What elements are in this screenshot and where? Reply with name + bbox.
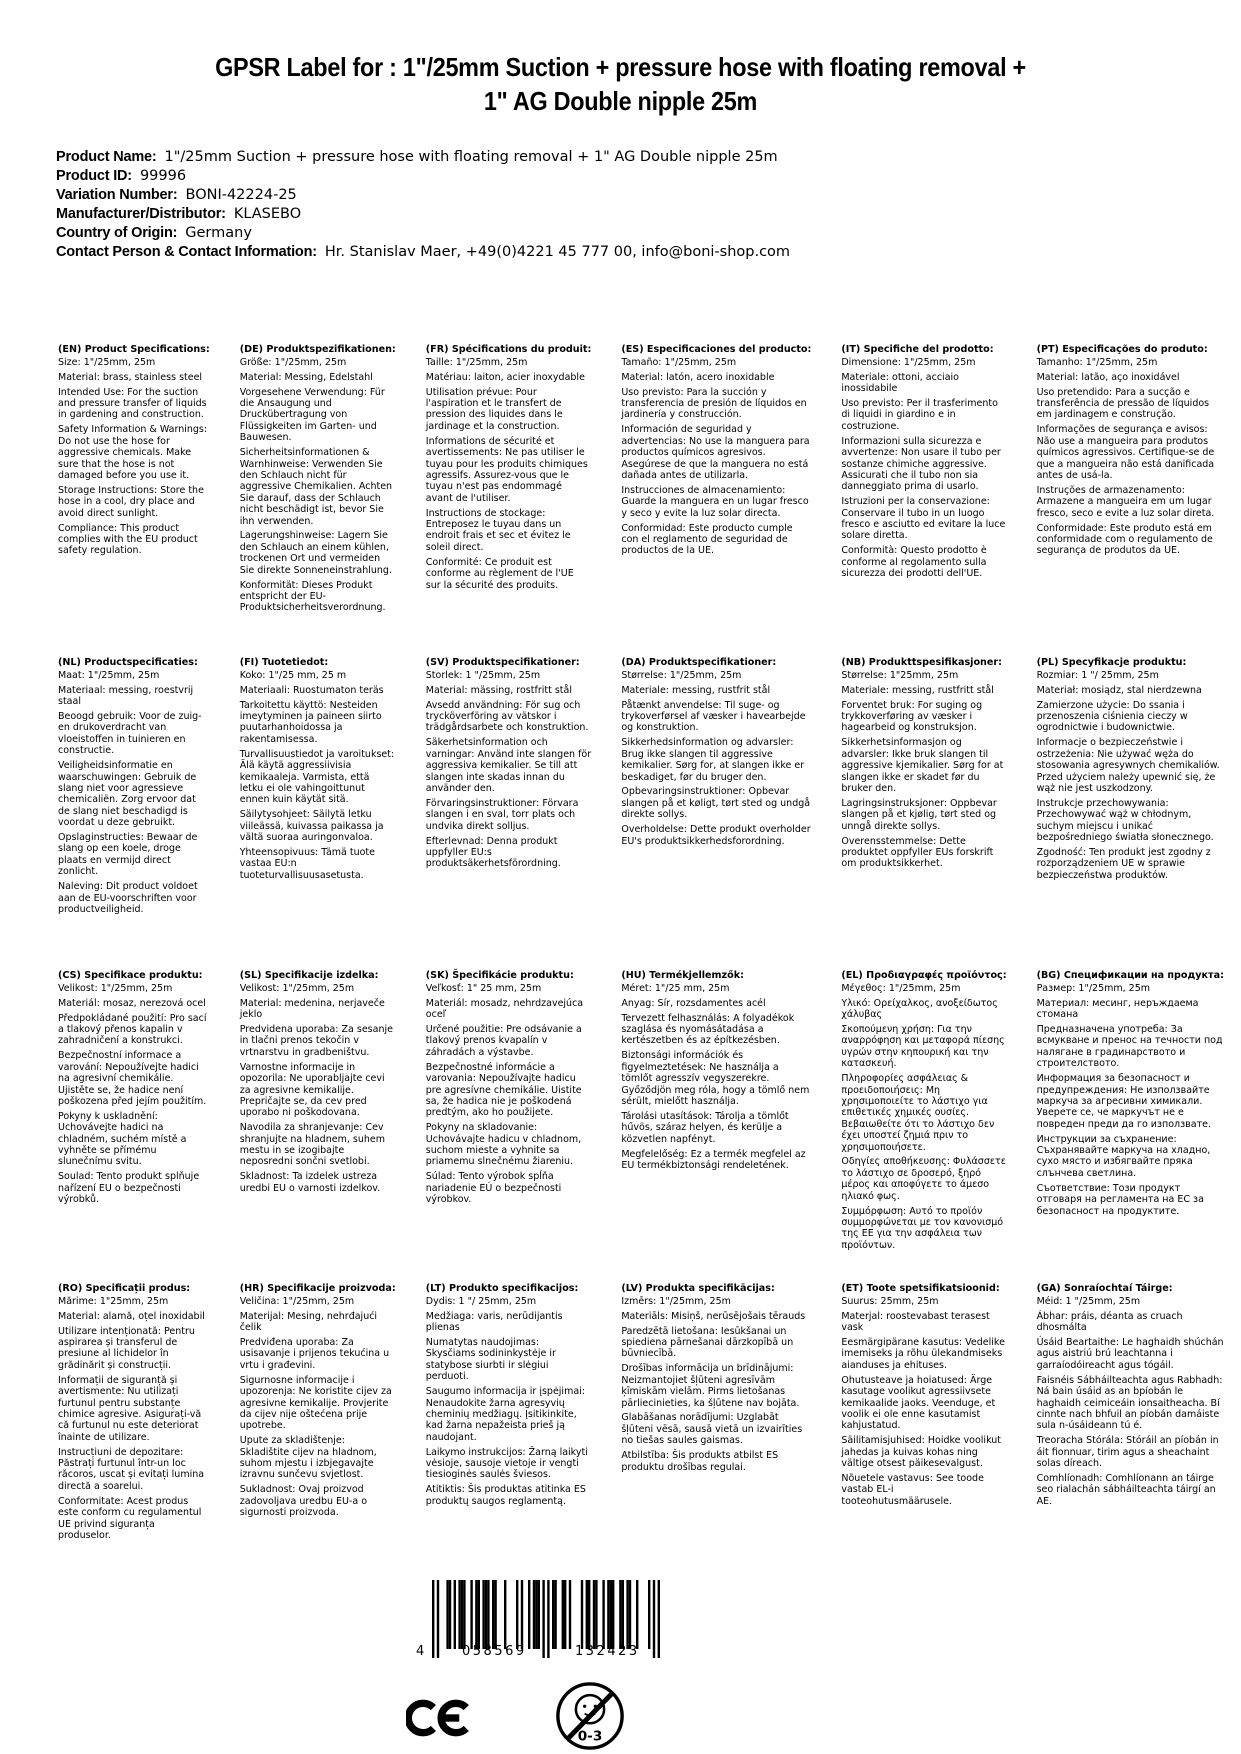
spec-paragraph: Material: medenina, nerjaveče jeklo	[239, 997, 385, 1021]
product-field-value: BONI-42224-25	[185, 187, 297, 203]
language-block-sv	[426, 655, 592, 968]
language-block-es	[621, 342, 811, 655]
spec-paragraph: Zamierzone użycie: Do ssania i przenoszenia ciśnienia cieczy w ogrodnictwie i budownictwie.	[1036, 699, 1188, 734]
spec-paragraph: Materiál: mosaz, nerezová ocel	[58, 997, 206, 1009]
spec-paragraph: Opbevaringsinstruktioner: Opbevar slangen på et køligt, tørt sted og undgå direkte sollys.	[621, 786, 811, 821]
product-field-row	[56, 186, 1211, 205]
spec-paragraph: Súlad: Tento výrobok spĺňa nariadenie EÚ o bezpečnosti výrobkov.	[425, 1171, 562, 1206]
spec-paragraph: Materiál: mosadz, nehrdzavejúca oceľ	[425, 997, 584, 1021]
spec-paragraph: Instrukcje przechowywania: Przechowywać wąż w chłodnym, suchym miejscu i unikać bezpośredniego światła słonecznego.	[1036, 797, 1214, 844]
language-block-cs	[58, 968, 210, 1281]
spec-paragraph: Materiaal: messing, roestvrij staal	[58, 684, 194, 708]
product-field-label: Manufacturer/Distributor:	[56, 206, 226, 222]
language-heading: (ES) Especificaciones del producto:	[621, 344, 812, 355]
spec-paragraph: Säilytysohjeet: Säilytä letku viileässä, kuivassa paikassa ja vältä suoraa auringonvaloa.	[239, 809, 384, 844]
language-heading: (DE) Produktspezifikationen:	[239, 344, 396, 355]
spec-paragraph: Sikkerhetsinformasjon og advarsler: Ikke bruk slangen til aggressive kjemikalier. Sørg for at slangen ikke er skadet før du bruker den.	[841, 737, 1004, 794]
language-heading: (NL) Productspecificaties:	[58, 657, 198, 668]
spec-paragraph: Intended Use: For the suction and pressure transfer of liquids in gardening and construction.	[58, 386, 207, 421]
spec-paragraph: Méret: 1"/25 mm, 25m	[621, 982, 730, 994]
language-block-sl	[240, 968, 396, 1281]
spec-paragraph: Pokyny na skladovanie: Uchovávajte hadicu v chladnom, suchom mieste a vyhnite sa priamemu slnečnému žiareniu.	[425, 1122, 582, 1168]
spec-paragraph: Opslaginstructies: Bewaar de slang op een koele, droge plaats en vermijd direct zonlicht.	[58, 832, 198, 878]
language-block-lv	[621, 1281, 811, 1594]
spec-paragraph: Medžiaga: varis, nerūdijantis plienas	[425, 1310, 563, 1334]
spec-paragraph: Påtænkt anvendelse: Til suge- og trykoverførsel af væsker i havearbejde og konstruktion.	[621, 699, 806, 734]
spec-paragraph: Sukladnost: Ovaj proizvod zadovoljava uredbu EU-a o sigurnosti proizvoda.	[239, 1484, 368, 1519]
language-block-hr	[240, 1281, 396, 1594]
language-heading: (IT) Specifiche del prodotto:	[841, 344, 994, 355]
language-block-en	[58, 342, 210, 655]
spec-paragraph: Mărime: 1"25mm, 25m	[58, 1295, 169, 1307]
language-heading: (BG) Спецификации на продукта:	[1036, 970, 1224, 981]
spec-paragraph: Material: Messing, Edelstahl	[239, 371, 373, 383]
spec-paragraph: Υλικό: Ορείχαλκος, ανοξείδωτος χάλυβας	[841, 997, 998, 1021]
barcode-right-group: 132423	[575, 1644, 640, 1659]
spec-paragraph: Vorgesehene Verwendung: Für die Ansaugung und Druckübertragung von Flüssigkeiten im Garten- und Bauwesen.	[239, 386, 385, 444]
product-field-value: 1"/25mm Suction + pressure hose with floating removal + 1" AG Double nipple 25m	[164, 149, 778, 165]
spec-paragraph: Sikkerhedsinformation og advarsler: Brug ikke slangen til aggressive kemikalier. Sørg for, at slangen ikke er beskadiget, før du bruger den.	[621, 737, 805, 783]
language-heading: (HR) Specifikacije proizvoda:	[239, 1283, 396, 1294]
spec-paragraph: Anyag: Sír, rozsdamentes acél	[621, 997, 766, 1009]
language-heading: (PT) Especificações do produto:	[1036, 344, 1208, 355]
spec-paragraph: Størrelse: 1"25mm, 25m	[841, 669, 959, 681]
barcode-lead-digit: 4	[416, 1644, 425, 1659]
product-field-row	[56, 167, 1211, 186]
spec-paragraph: Pokyny k uskladnění: Uchovávejte hadici na chladném, suchém místě a vyhněte se přímému slunečnímu svitu.	[58, 1110, 187, 1168]
spec-paragraph: Eesmärgipärane kasutus: Vedelike imemiseks ja rõhu ülekandmiseks aianduses ja ehituses.	[841, 1337, 1005, 1371]
spec-paragraph: Conformidade: Este produto está em conformidade com o regulamento de segurança de produtos da UE.	[1036, 522, 1213, 557]
spec-paragraph: Veličina: 1"/25mm, 25m	[239, 1295, 355, 1307]
spec-paragraph: Veiligheidsinformatie en waarschuwingen: Gebruik de slang niet voor agressieve chemicaliën. Zorg ervoor dat de slang niet beschadigd is voordat u deze gebruikt.	[58, 760, 197, 829]
product-field-row	[56, 205, 1211, 224]
spec-paragraph: Forventet bruk: For suging og trykkoverføring av væsker i hagearbeid og konstruksjon.	[841, 699, 983, 734]
language-block-ro	[58, 1281, 210, 1594]
spec-paragraph: Predvidena uporaba: Za sesanje in tlačni prenos tekočin v vrtnarstvu in gradbeništvu.	[239, 1024, 393, 1058]
spec-paragraph: Numatytas naudojimas: Skysčiams sodininkystėje ir statybose siurbti ir slėgiui perduoti.	[425, 1337, 556, 1383]
language-block-pt	[1037, 342, 1224, 655]
language-specs-grid	[58, 342, 1224, 1594]
spec-paragraph: Συμμόρφωση: Αυτό το προϊόν συμμορφώνεται με τον κανονισμό της ΕΕ για την ασφάλεια των προϊόντων.	[841, 1205, 1004, 1251]
spec-paragraph: Safety Information & Warnings: Do not use the hose for aggressive chemicals. Make sure that the hose is not damaged before you use it.	[58, 424, 208, 481]
product-field-row	[56, 243, 1211, 262]
spec-paragraph: Μέγεθος: 1"/25mm, 25m	[841, 982, 961, 994]
language-block-et	[841, 1281, 1006, 1594]
spec-paragraph: Predviđena uporaba: Za usisavanje i prijenos tekućina u vrtu i građevini.	[239, 1337, 390, 1371]
language-block-it	[841, 342, 1006, 655]
page-title: GPSR Label for : 1"/25mm Suction + pressure hose with floating removal + 1" AG Double nipple 25m	[215, 52, 1026, 116]
spec-paragraph: Informazioni sulla sicurezza e avvertenze: Non usare il tubo per sostanze chimiche aggressive. Assicurati che il tubo non sia danneggiato prima di usarlo.	[841, 435, 1001, 493]
spec-paragraph: Utilizare intenționată: Pentru aspirarea și transferul de presiune al lichidelor în grădinărit și construcții.	[58, 1325, 195, 1371]
language-heading: (GA) Sonraíochtaí Táirge:	[1036, 1283, 1173, 1294]
spec-paragraph: Biztonsági információk és figyelmeztetések: Ne használja a tömlőt agresszív vegyszerekre. Győződjön meg róla, hogy a tömlő nem sérült, mielőtt használja.	[621, 1050, 810, 1107]
language-heading: (RO) Specificații produs:	[58, 1283, 191, 1294]
spec-paragraph: Ohutusteave ja hoiatused: Ärge kasutage voolikut agressiivsete kemikaalide jaoks. Veenduge, et voolik ei ole enne kasutamist kahjustatud.	[841, 1374, 996, 1432]
product-field-label: Variation Number:	[56, 187, 178, 203]
spec-paragraph: Dimensione: 1"/25mm, 25m	[841, 356, 976, 368]
product-field-row	[56, 148, 1211, 167]
spec-paragraph: Uso previsto: Para la succión y transferencia de presión de líquidos en jardinería y construcción.	[621, 386, 807, 421]
language-block-da	[621, 655, 811, 968]
spec-paragraph: Tamaño: 1"/25mm, 25m	[621, 356, 737, 368]
language-block-fr	[426, 342, 592, 655]
spec-paragraph: Sicherheitsinformationen & Warnhinweise: Verwenden Sie den Schlauch nicht für aggressive Chemikalien. Achten Sie darauf, dass der Schlauch nicht beschädigt ist, bevor Sie ihn verwenden.	[239, 447, 393, 527]
language-block-sk	[426, 968, 592, 1281]
spec-paragraph: Säilitamisjuhised: Hoidke voolikut jahedas ja kuivas kohas ning vältige otsest päikesevalgust.	[841, 1435, 1002, 1470]
spec-paragraph: Bezpečnostní informace a varování: Nepoužívejte hadici na agresivní chemikálie. Ujistěte se, že hadice není poškozena před jejím použitím.	[58, 1050, 207, 1107]
spec-paragraph: Úsáid Beartaithe: Le haghaidh shúchán agus aistriú brú leachtanna i garraíodóireacht agus tógáil.	[1036, 1337, 1224, 1371]
spec-paragraph: Instructions de stockage: Entreposez le tuyau dans un endroit frais et sec et évitez le soleil direct.	[425, 507, 571, 553]
spec-paragraph: Съответствие: Този продукт отговаря на регламента на ЕС за безопасност на продуктите.	[1036, 1182, 1204, 1217]
language-heading: (LV) Produkta specifikācijas:	[621, 1283, 775, 1294]
spec-paragraph: Förvaringsinstruktioner: Förvara slangen i en sval, torr plats och undvika direkt solljus.	[425, 797, 579, 832]
age-warning-0-3-icon	[554, 1680, 626, 1752]
spec-paragraph: Säkerhetsinformation och varningar: Använd inte slangen för aggressiva kemikalier. Se till att slangen inte skadas innan du använder den.	[425, 737, 592, 794]
spec-paragraph: Material: mässing, rostfritt stål	[425, 684, 572, 696]
spec-paragraph: Paredzētā lietošana: Iesūkšanai un spiediena pārnešanai dārzkopībā un būvniecībā.	[621, 1325, 794, 1360]
spec-paragraph: Veľkosť: 1" 25 mm, 25m	[425, 982, 542, 994]
spec-paragraph: Materijal: Mesing, nehrđajući čelik	[239, 1310, 378, 1334]
spec-paragraph: Informacje o bezpieczeństwie i ostrzeżenia: Nie używać węża do stosowania agresywnych chemikaliów. Przed użyciem należy upewnić się, że wąż nie jest uszkodzony.	[1036, 737, 1220, 794]
spec-paragraph: Rozmiar: 1 "/ 25mm, 25m	[1036, 669, 1159, 681]
spec-paragraph: Størrelse: 1"/25mm, 25m	[621, 669, 742, 681]
spec-paragraph: Varnostne informacije in opozorila: Ne uporabljajte cevi za agresivne kemikalije. Prepričajte se, da cev pred uporabo ni poškodovana.	[239, 1061, 385, 1119]
spec-paragraph: Soulad: Tento produkt splňuje nařízení EU o bezpečnosti výrobků.	[58, 1171, 200, 1206]
spec-paragraph: Compliance: This product complies with the EU product safety regulation.	[58, 522, 198, 557]
language-heading: (DA) Produktspecifikationer:	[621, 657, 777, 668]
spec-paragraph: Taille: 1"/25mm, 25m	[425, 356, 528, 368]
language-block-de	[240, 342, 396, 655]
spec-paragraph: Tarkoitettu käyttö: Nesteiden imeytyminen ja paineen siirto puutarhanhoidossa ja rakentamisessa.	[239, 699, 382, 745]
spec-paragraph: Instrucciones de almacenamiento: Guarde la manguera en un lugar fresco y seco y evite la luz solar directa.	[621, 484, 809, 519]
spec-paragraph: Glabāšanas norādījumi: Uzglabāt šļūteni vēsā, sausā vietā un izvairīties no tiešas saules gaismas.	[621, 1412, 803, 1447]
spec-paragraph: Materiale: messing, rustfrit stål	[621, 684, 771, 696]
spec-paragraph: Suurus: 25mm, 25m	[841, 1295, 939, 1307]
spec-paragraph: Инструкции за съхранение: Съхранявайте маркуча на хладно, сухо място и избягвайте пряка слънчева светлина.	[1036, 1133, 1211, 1179]
spec-paragraph: Conformitate: Acest produs este conform cu regulamentul UE privind siguranța produselor.	[58, 1495, 202, 1542]
spec-paragraph: Informations de sécurité et avertissements: Ne pas utiliser le tuyau pour les produits chimiques agressifs. Assurez-vous que le tuyau n'est pas endommagé avant de l'utiliser.	[425, 435, 588, 504]
language-block-hu	[621, 968, 811, 1281]
spec-paragraph: Megfelelőség: Ez a termék megfelel az EU termékbiztonsági rendeletének.	[621, 1148, 806, 1171]
spec-paragraph: Предназначена употреба: За всмукване и пренос на течности под налягане в градинарството и строителството.	[1036, 1024, 1223, 1070]
language-heading: (SL) Specifikacije izdelka:	[239, 970, 379, 981]
spec-paragraph: Материал: месинг, неръждаема стомана	[1036, 997, 1199, 1021]
spec-paragraph: Σκοπούμενη χρήση: Για την αναρρόφηση και μεταφορά πίεσης υγρών στην κηπουρική και την κατασκευή.	[841, 1024, 1005, 1070]
language-block-nb	[841, 655, 1006, 968]
spec-paragraph: Nõuetele vastavus: See toode vastab EL-i tooteohutusmäärusele.	[841, 1472, 984, 1507]
spec-paragraph: Avsedd användning: För sug och trycköverföring av vätskor i trädgårdsarbete och konstruktion.	[425, 699, 589, 734]
spec-paragraph: Turvallisuustiedot ja varoitukset: Älä käytä aggressiivisia kemikaaleja. Varmista, että letku ei ole vahingoittunut ennen kuin käytät sitä.	[239, 748, 395, 806]
language-heading: (PL) Specyfikacje produktu:	[1036, 657, 1187, 668]
language-block-ga	[1037, 1281, 1224, 1594]
spec-paragraph: Zgodność: Ten produkt jest zgodny z rozporządzeniem UE w sprawie bezpieczeństwa produktów.	[1036, 846, 1211, 881]
barcode-left-group: 058569	[462, 1644, 527, 1659]
product-field-value: Hr. Stanislav Maer, +49(0)4221 45 777 00, info@boni-shop.com	[324, 244, 791, 260]
language-heading: (NB) Produkttspesifikasjoner:	[841, 657, 1002, 668]
spec-paragraph: Material: brass, stainless steel	[58, 371, 203, 383]
language-heading: (EN) Product Specifications:	[58, 344, 210, 355]
spec-paragraph: Maat: 1"/25mm, 25m	[58, 669, 160, 681]
language-heading: (SV) Produktspecifikationer:	[425, 657, 580, 668]
spec-paragraph: Uso pretendido: Para a sucção e transferência de pressão de líquidos em jardinagem e construção.	[1036, 386, 1210, 421]
product-field-value: KLASEBO	[233, 206, 302, 222]
spec-paragraph: Istruzioni per la conservazione: Conservare il tubo in un luogo fresco e asciutto ed evitare la luce solare diretta.	[841, 496, 1006, 542]
spec-paragraph: Material: latón, acero inoxidable	[621, 371, 775, 383]
spec-paragraph: Upute za skladištenje: Skladištite cijev na hladnom, suhom mjestu i izbjegavajte izravnu sunčevu svjetlost.	[239, 1435, 377, 1481]
language-block-el	[841, 968, 1006, 1281]
spec-paragraph: Materiale: ottoni, acciaio inossidabile	[841, 371, 959, 395]
spec-paragraph: Izmērs: 1"/25mm, 25m	[621, 1295, 731, 1307]
spec-paragraph: Storlek: 1 "/25mm, 25m	[425, 669, 541, 681]
language-heading: (SK) Špecifikácie produktu:	[425, 970, 574, 981]
product-field-value: Germany	[185, 225, 252, 241]
spec-paragraph: Laikymo instrukcijos: Žarną laikyti vėsioje, sausoje vietoje ir vengti tiesioginės saulės šviesos.	[425, 1446, 588, 1481]
spec-paragraph: Lagringsinstruksjoner: Oppbevar slangen på et kjølig, tørt sted og unngå direkte sollys.	[841, 797, 997, 832]
spec-paragraph: Velikost: 1"/25mm, 25m	[58, 982, 173, 994]
product-field-label: Contact Person & Contact Information:	[56, 244, 317, 260]
spec-paragraph: Conformidad: Este producto cumple con el reglamento de seguridad de productos de la UE.	[621, 522, 793, 557]
spec-paragraph: Storage Instructions: Store the hose in a cool, dry place and avoid direct sunlight.	[58, 484, 204, 519]
product-field-label: Product ID:	[56, 168, 132, 184]
spec-paragraph: Overholdelse: Dette produkt overholder EU's produktsikkerhedsforordning.	[621, 824, 811, 847]
spec-paragraph: Información de seguridad y advertencias: No use la manguera para productos químicos agresivos. Asegúrese de que la manguera no está dañada antes de utilizarla.	[621, 424, 810, 481]
spec-paragraph: Ábhar: práis, déanta as cruach dhosmálta	[1036, 1310, 1183, 1334]
spec-paragraph: Beoogd gebruik: Voor de zuig- en drukoverdracht van vloeistoffen in tuinieren en constructie.	[58, 711, 202, 757]
language-block-lt	[426, 1281, 592, 1594]
spec-paragraph: Bezpečnostné informácie a varovania: Nepoužívajte hadicu pre agresívne chemikálie. Uistite sa, že hadica nie je poškodená predtým, ako ho použijete.	[425, 1061, 582, 1119]
spec-paragraph: Overensstemmelse: Dette produktet oppfyller EUs forskrift om produktsikkerhet.	[841, 835, 994, 870]
product-info-block	[56, 148, 1211, 262]
spec-paragraph: Πληροφορίες ασφάλειας & προειδοποιήσεις: Μη χρησιμοποιείτε το λάστιχο για επιθετικές χημικές ουσίες. Βεβαιωθείτε ότι το λάστιχο δεν έχει υποστεί ζημιά πριν το χρησιμοποιήσετε.	[841, 1073, 995, 1153]
spec-paragraph: Информация за безопасност и предупреждения: Не използвайте маркуча за агресивни химикали. Уверете се, че маркучът не е повреден преди да го използвате.	[1036, 1073, 1211, 1130]
language-block-bg	[1037, 968, 1224, 1281]
spec-paragraph: Méid: 1 "/25mm, 25m	[1036, 1295, 1141, 1307]
spec-paragraph: Sigurnosne informacije i upozorenja: Ne koristite cijev za agresivne kemikalije. Provjerite da cijev nije oštećena prije upotrebe.	[239, 1374, 392, 1432]
spec-paragraph: Instrucțiuni de depozitare: Păstrați furtunul într-un loc răcoros, uscat și evitați lumina directă a soarelui.	[58, 1446, 205, 1492]
spec-paragraph: Určené použitie: Pre odsávanie a tlakový prenos kvapalín v záhradách a výstavbe.	[425, 1024, 582, 1058]
spec-paragraph: Materiaali: Ruostumaton teräs	[239, 684, 384, 696]
spec-paragraph: Matériau: laiton, acier inoxydable	[425, 371, 585, 383]
spec-paragraph: Naleving: Dit product voldoet aan de EU-voorschriften voor productveiligheid.	[58, 881, 198, 916]
language-heading: (CS) Specifikace produktu:	[58, 970, 203, 981]
spec-paragraph: Koko: 1"/25 mm, 25 m	[239, 669, 347, 681]
spec-paragraph: Navodila za shranjevanje: Cev shranjujte na hladnem, suhem mestu in se izogibajte neposredni sončni svetlobi.	[239, 1122, 385, 1168]
language-heading: (ET) Toote spetsifikatsioonid:	[841, 1283, 1000, 1294]
language-heading: (FI) Tuotetiedot:	[239, 657, 329, 668]
language-block-pl	[1037, 655, 1224, 968]
ce-mark-icon	[406, 1690, 474, 1746]
spec-paragraph: Größe: 1"/25mm, 25m	[239, 356, 347, 368]
spec-paragraph: Faisnéis Sábháilteachta agus Rabhadh: Ná bain úsáid as an bpíobán le haghaidh ceimiceáin ionsaitheacha. Bí cinnte nach bhfuil an píobán damáiste sula n-úsáideann tú é.	[1036, 1374, 1223, 1432]
spec-paragraph: Tamanho: 1"/25mm, 25m	[1036, 356, 1158, 368]
spec-paragraph: Tervezett felhasználás: A folyadékok szaglása és nyomásátadása a kertészetben és az építkezésben.	[621, 1012, 795, 1047]
spec-paragraph: Tárolási utasítások: Tárolja a tömlőt hűvös, száraz helyen, és kerülje a közvetlen napfényt.	[621, 1110, 789, 1145]
language-heading: (EL) Προδιαγραφές προϊόντος:	[841, 970, 1007, 981]
age-warning-label: 0-3	[577, 1728, 603, 1745]
spec-paragraph: Materiāls: Misiņš, nerūsējošais tērauds	[621, 1310, 806, 1322]
language-block-fi	[240, 655, 396, 968]
spec-paragraph: Material: latão, aço inoxidável	[1036, 371, 1180, 383]
product-field-value: 99996	[139, 168, 187, 184]
spec-paragraph: Materjal: roostevabast terasest vask	[841, 1310, 990, 1334]
spec-paragraph: Размер: 1"/25mm, 25m	[1036, 982, 1151, 994]
spec-paragraph: Drošības informācija un brīdinājumi: Neizmantojiet šļūteni agresīvām ķīmiskām vielām. Pirms lietošanas pārliecinieties, ka šļūtene nav bojāta.	[621, 1363, 800, 1409]
language-block-nl	[58, 655, 210, 968]
spec-paragraph: Velikost: 1"/25mm, 25m	[239, 982, 355, 994]
spec-paragraph: Dydis: 1 "/ 25mm, 25m	[425, 1295, 537, 1307]
product-field-label: Country of Origin:	[56, 225, 178, 241]
language-heading: (HU) Termékjellemzők:	[621, 970, 744, 981]
language-heading: (FR) Spécifications du produit:	[425, 344, 592, 355]
spec-paragraph: Uso previsto: Per il trasferimento di liquidi in giardino e in costruzione.	[841, 398, 998, 432]
spec-paragraph: Conformité: Ce produit est conforme au règlement de l'UE sur la sécurité des produits.	[425, 556, 574, 591]
product-field-row	[56, 224, 1211, 243]
spec-paragraph: Conformità: Questo prodotto è conforme al regolamento sulla sicurezza dei prodotti dell'UE.	[841, 545, 987, 580]
spec-paragraph: Informații de siguranță și avertismente: Nu utilizați furtunul pentru substanțe chimice agresive. Asigurați-vă că furtunul nu este deteriorat înainte de utilizare.	[58, 1374, 202, 1443]
spec-paragraph: Materiał: mosiądz, stal nierdzewna	[1036, 684, 1202, 696]
spec-paragraph: Efterlevnad: Denna produkt uppfyller EU:s produktsäkerhetsförordning.	[425, 835, 561, 870]
language-heading: (LT) Produkto specifikacijos:	[425, 1283, 579, 1294]
spec-paragraph: Yhteensopivuus: Tämä tuote vastaa EU:n tuoteturvallisuusasetusta.	[239, 846, 375, 881]
spec-paragraph: Materiale: messing, rustfritt stål	[841, 684, 994, 696]
spec-paragraph: Atitiktis: Šis produktas atitinka ES produktų saugos reglamentą.	[425, 1484, 586, 1507]
spec-paragraph: Lagerungshinweise: Lagern Sie den Schlauch an einem kühlen, trockenen Ort und vermeiden Sie direkte Sonneneinstrahlung.	[239, 530, 392, 576]
spec-paragraph: Atbilstība: Šis produkts atbilst ES produktu drošības regulai.	[621, 1450, 779, 1473]
spec-paragraph: Informações de segurança e avisos: Não use a mangueira para produtos químicos agressivos. Certifique-se de que a mangueira não está danificada antes de usá-la.	[1036, 424, 1215, 481]
spec-paragraph: Předpokládané použití: Pro sací a tlakový přenos kapalin v zahradničení a konstrukci.	[58, 1012, 207, 1047]
spec-paragraph: Treoracha Stórála: Stóráil an píobán in áit fionnuar, tirim agus a sheachaint solas díreach.	[1036, 1435, 1219, 1470]
spec-paragraph: Skladnost: Ta izdelek ustreza uredbi EU o varnosti izdelkov.	[239, 1171, 381, 1194]
spec-paragraph: Size: 1"/25mm, 25m	[58, 356, 156, 368]
spec-paragraph: Οδηγίες αποθήκευσης: Φυλάσσετε το λάστιχο σε δροσερό, ξηρό μέρος και αποφύγετε το άμεσο ηλιακό φως.	[841, 1156, 1006, 1202]
spec-paragraph: Saugumo informacija ir įspėjimai: Nenaudokite žarna agresyvių cheminių medžiagų. Įsitikinkite, kad žarna nepažeista prieš ją naudojant.	[425, 1386, 585, 1443]
ean-barcode	[418, 1580, 668, 1672]
spec-paragraph: Comhlíonadh: Comhlíonann an táirge seo rialachán sábháilteachta táirgí an AE.	[1036, 1472, 1216, 1507]
spec-paragraph: Material: alamă, oțel inoxidabil	[58, 1310, 205, 1322]
spec-paragraph: Konformität: Dieses Produkt entspricht der EU-Produktsicherheitsverordnung.	[239, 579, 386, 614]
product-field-label: Product Name:	[56, 149, 157, 165]
spec-paragraph: Utilisation prévue: Pour l'aspiration et le transfert de pression des liquides dans le jardinage et la construction.	[425, 386, 563, 432]
spec-paragraph: Instruções de armazenamento: Armazene a mangueira em um lugar fresco, seco e evite a luz solar direta.	[1036, 484, 1215, 519]
